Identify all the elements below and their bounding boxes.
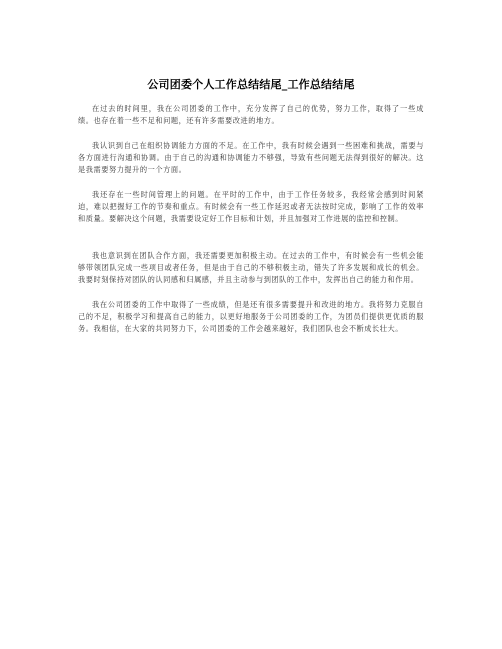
paragraph-3: 我还存在一些时间管理上的问题。在平时的工作中，由于工作任务较多，我经常会感到时间紧迫，难以把握好工作的节奏和重点。有时候会有一些工作延迟或者无法按时完成，影响了工作的效率和质量。要解决这个问题，我需要设定好工作目标和计划，并且加强对工作进展的监控和控制。 — [78, 190, 424, 224]
paragraph-1: 在过去的时间里，我在公司团委的工作中，充分发挥了自己的优势，努力工作，取得了一些成绩。也存在着一些不足和问题，还有许多需要改进的地方。 — [78, 104, 424, 126]
paragraph-2: 我认识到自己在组织协调能力方面的不足。在工作中，我有时候会遇到一些困难和挑战，需要与各方面进行沟通和协调。由于自己的沟通和协调能力不够强，导致有些问题无法得到很好的解决。这是我需要努力提升的一个方面。 — [78, 141, 424, 175]
document-title: 公司团委个人工作总结结尾_工作总结结尾 — [147, 78, 355, 91]
paragraph-4: 我也意识到在团队合作方面，我还需要更加积极主动。在过去的工作中，有时候会有一些机会能够带领团队完成一些项目或者任务，但是由于自己的不够积极主动，错失了许多发展和成长的机会。我要时刻保持对团队的认同感和归属感，并且主动参与到团队的工作中，发挥出自己的能力和作用。 — [78, 251, 424, 285]
paragraph-5: 我在公司团委的工作中取得了一些成绩，但是还有很多需要提升和改进的地方。我将努力克服自己的不足，积极学习和提高自己的能力，以更好地服务于公司团委的工作，为团员们提供更优质的服务。我相信，在大家的共同努力下，公司团委的工作会越来越好，我们团队也会不断成长壮大。 — [78, 300, 424, 334]
